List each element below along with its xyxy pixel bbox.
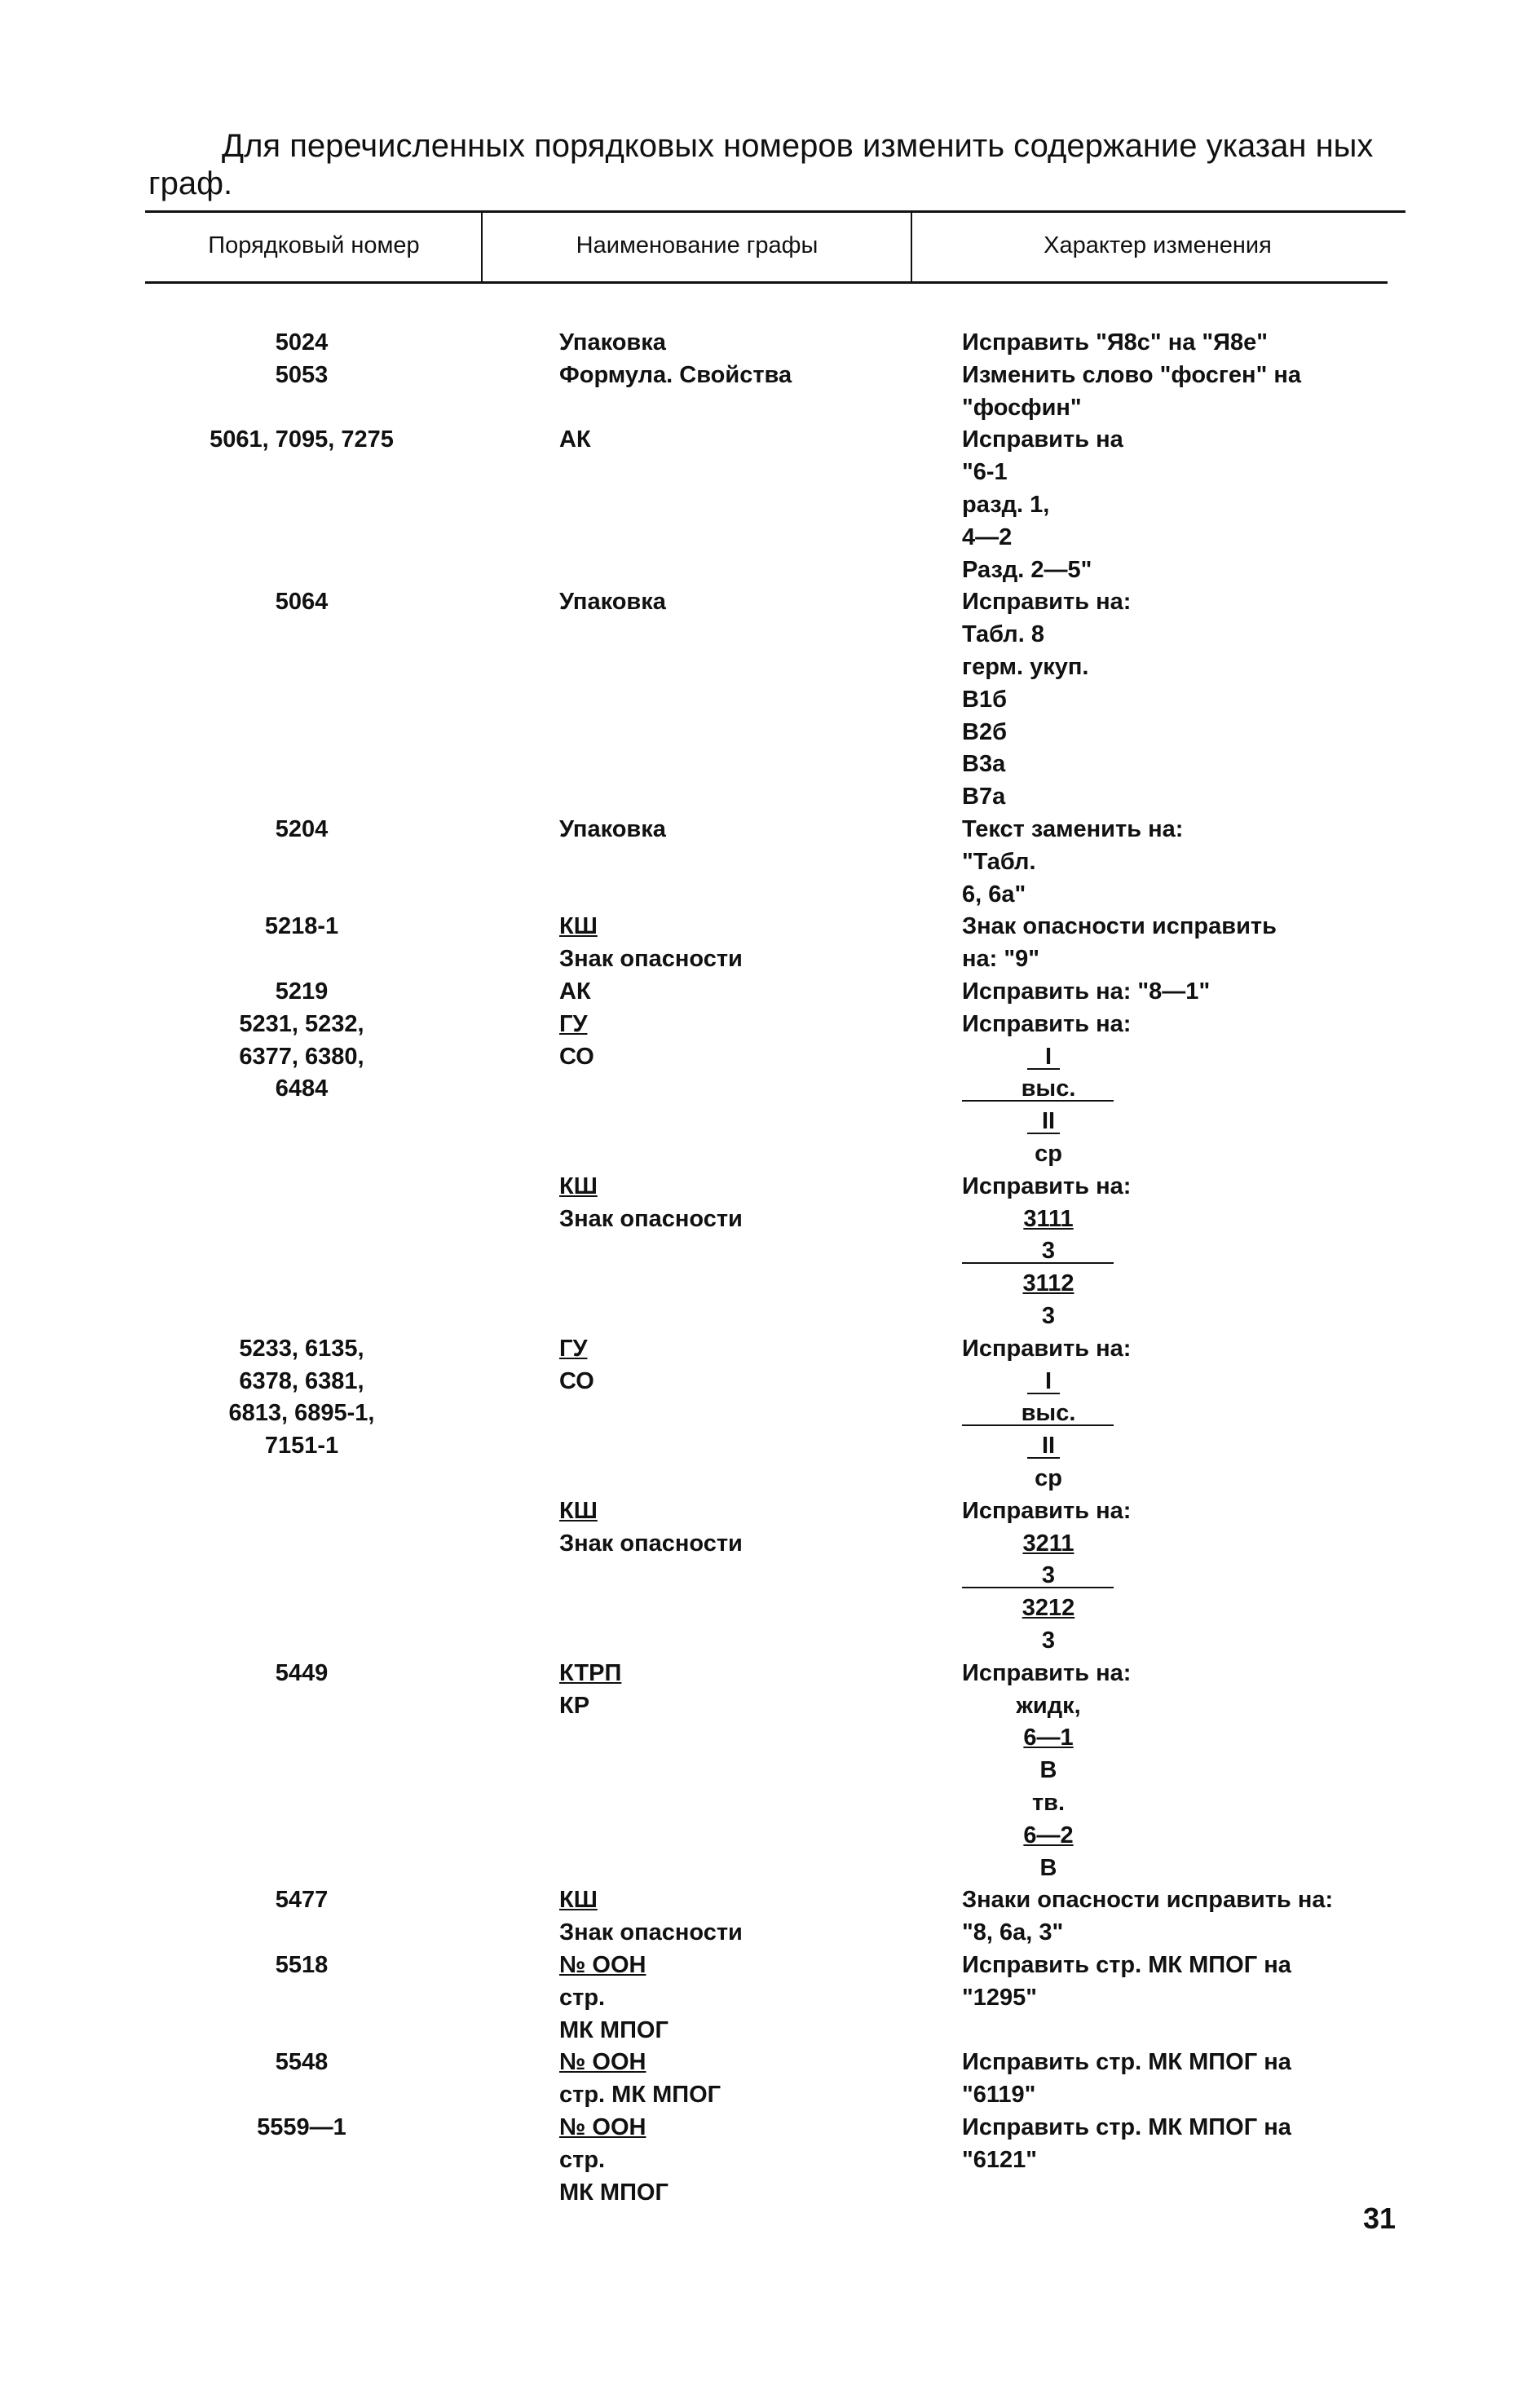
sequence-number: 6378, 6381, — [239, 1367, 364, 1394]
change-text: герм. укуп. — [962, 654, 1089, 680]
fraction-bar — [1027, 1133, 1060, 1134]
change-text: выс. — [1021, 1075, 1076, 1102]
column-name: № ООН — [559, 2049, 646, 2076]
change-text: "8, 6а, 3" — [962, 1919, 1064, 1946]
sequence-number: 5061, 7095, 7275 — [210, 426, 394, 453]
change-text: В — [1039, 1757, 1057, 1784]
change-text: Знаки опасности исправить на: — [962, 1887, 1334, 1914]
column-name: стр. МК МПОГ — [559, 2082, 721, 2109]
header-separator-1 — [481, 210, 483, 282]
change-text: "6-1 — [962, 459, 1008, 486]
change-text: Исправить стр. МК МПОГ на — [962, 1952, 1291, 1978]
change-text: 6—1 — [1023, 1725, 1074, 1751]
column-name: КР — [559, 1692, 590, 1719]
column-name: СО — [559, 1043, 594, 1070]
fraction-bar — [1027, 1457, 1060, 1459]
change-text: В1б — [962, 686, 1007, 713]
column-name: Упаковка — [559, 816, 666, 842]
change-text: 3 — [1041, 1303, 1056, 1329]
column-name: КШ — [559, 913, 598, 940]
column-name: СО — [559, 1367, 594, 1394]
change-text: тв. — [1031, 1790, 1066, 1816]
change-text: 3111 — [1023, 1205, 1074, 1232]
sequence-number: 6377, 6380, — [239, 1043, 364, 1070]
sequence-number: 5231, 5232, — [239, 1010, 364, 1037]
change-text: I — [1044, 1043, 1052, 1070]
column-name: Упаковка — [559, 329, 666, 356]
header-sequence-number: Порядковый номер — [208, 232, 420, 258]
fraction-bar — [1027, 1068, 1060, 1070]
change-text: В7а — [962, 784, 1006, 810]
table-top-rule — [145, 210, 1405, 213]
change-text: Исправить на: — [962, 1659, 1132, 1686]
sequence-number: 5024 — [275, 329, 329, 356]
column-name: Упаковка — [559, 589, 666, 616]
column-name: КШ — [559, 1887, 598, 1914]
change-text: Разд. 2—5" — [962, 556, 1092, 583]
sequence-number: 7151-1 — [264, 1433, 339, 1460]
change-text: 6, 6а" — [962, 881, 1026, 908]
change-text: Табл. 8 — [962, 621, 1044, 648]
change-text: Текст заменить на: — [962, 816, 1184, 842]
sequence-number: 5219 — [275, 978, 329, 1005]
column-name: Знак опасности — [559, 1530, 743, 1557]
column-name: стр. — [559, 2146, 606, 2173]
change-text: 3 — [1041, 1238, 1056, 1265]
change-text: Исправить на: — [962, 1335, 1132, 1362]
change-text: Исправить на: "8—1" — [962, 978, 1211, 1005]
change-text: 3 — [1041, 1627, 1056, 1654]
column-name: Знак опасности — [559, 946, 743, 973]
fraction-bar — [962, 1100, 1114, 1102]
change-text: Исправить на — [962, 426, 1123, 453]
change-text: Исправить на: — [962, 1497, 1132, 1524]
sequence-number: 5233, 6135, — [239, 1335, 364, 1362]
sequence-number: 5204 — [275, 816, 329, 842]
change-text: "Табл. — [962, 848, 1036, 875]
fraction-bar — [962, 1262, 1114, 1264]
header-change-description: Характер изменения — [1044, 232, 1272, 258]
column-name: КТРП — [559, 1659, 622, 1686]
sequence-number: 5064 — [275, 589, 329, 616]
change-text: Исправить на: — [962, 1010, 1132, 1037]
change-text: 3212 — [1022, 1595, 1075, 1622]
change-text: ср — [1035, 1141, 1062, 1167]
change-text: В — [1039, 1854, 1057, 1881]
sequence-number: 6484 — [275, 1075, 329, 1102]
header-separator-2 — [911, 210, 912, 282]
change-text: "1295" — [962, 1984, 1038, 2011]
sequence-number: 5053 — [275, 361, 329, 388]
column-name: КШ — [559, 1497, 598, 1524]
fraction-bar — [1027, 1393, 1060, 1394]
change-text: 4—2 — [962, 523, 1013, 550]
column-name: АК — [559, 978, 591, 1005]
fraction-bar — [962, 1424, 1114, 1426]
change-text: II — [1041, 1108, 1056, 1135]
column-name: КШ — [559, 1173, 598, 1199]
fraction-bar — [962, 1587, 1114, 1588]
change-text: Исправить стр. МК МПОГ на — [962, 2114, 1291, 2140]
header-bottom-rule — [145, 281, 1388, 284]
page-number: 31 — [1363, 2202, 1397, 2235]
column-name: Знак опасности — [559, 1205, 743, 1232]
column-name: № ООН — [559, 1952, 646, 1978]
change-text: В2б — [962, 718, 1007, 745]
change-text: Исправить стр. МК МПОГ на — [962, 2049, 1291, 2076]
header-column-name: Наименование графы — [576, 232, 819, 258]
change-text: 3 — [1041, 1562, 1056, 1589]
change-text: Знак опасности исправить — [962, 913, 1277, 940]
column-name: Формула. Свойства — [559, 361, 792, 388]
column-name: № ООН — [559, 2114, 646, 2140]
change-text: Исправить на: — [962, 1173, 1132, 1199]
change-text: 3112 — [1022, 1270, 1074, 1297]
sequence-number: 6813, 6895-1, — [228, 1400, 375, 1427]
column-name: ГУ — [559, 1335, 588, 1362]
change-text: "6121" — [962, 2146, 1038, 2173]
change-text: 3211 — [1022, 1530, 1074, 1557]
column-name: ГУ — [559, 1010, 588, 1037]
column-name: Знак опасности — [559, 1919, 743, 1946]
change-text: Исправить на: — [962, 589, 1132, 616]
sequence-number: 5518 — [275, 1952, 329, 1978]
change-text: II — [1041, 1433, 1056, 1460]
sequence-number: 5218-1 — [264, 913, 339, 940]
change-text: "6119" — [962, 2082, 1036, 2109]
column-name: АК — [559, 426, 591, 453]
change-text: "фосфин" — [962, 394, 1082, 421]
intro-paragraph: Для перечисленных порядковых номеров изменить содержание указан ных граф. — [148, 128, 1374, 201]
sequence-number: 5449 — [275, 1659, 329, 1686]
column-name: стр. — [559, 1984, 606, 2011]
change-text: В3а — [962, 751, 1006, 778]
change-text: ср — [1035, 1465, 1062, 1491]
sequence-number: 5559—1 — [257, 2114, 346, 2140]
change-text: разд. 1, — [962, 492, 1050, 518]
change-text: 6—2 — [1023, 1822, 1074, 1848]
sequence-number: 5477 — [275, 1887, 329, 1914]
change-text: I — [1044, 1367, 1052, 1394]
change-text: жидк, — [1016, 1692, 1081, 1719]
change-text: Изменить слово "фосген" на — [962, 361, 1302, 388]
change-text: выс. — [1021, 1400, 1076, 1427]
column-name: МК МПОГ — [559, 2016, 669, 2043]
column-name: МК МПОГ — [559, 2179, 669, 2206]
sequence-number: 5548 — [275, 2049, 329, 2076]
change-text: на: "9" — [962, 946, 1039, 973]
change-text: Исправить "Я8с" на "Я8е" — [962, 329, 1269, 356]
